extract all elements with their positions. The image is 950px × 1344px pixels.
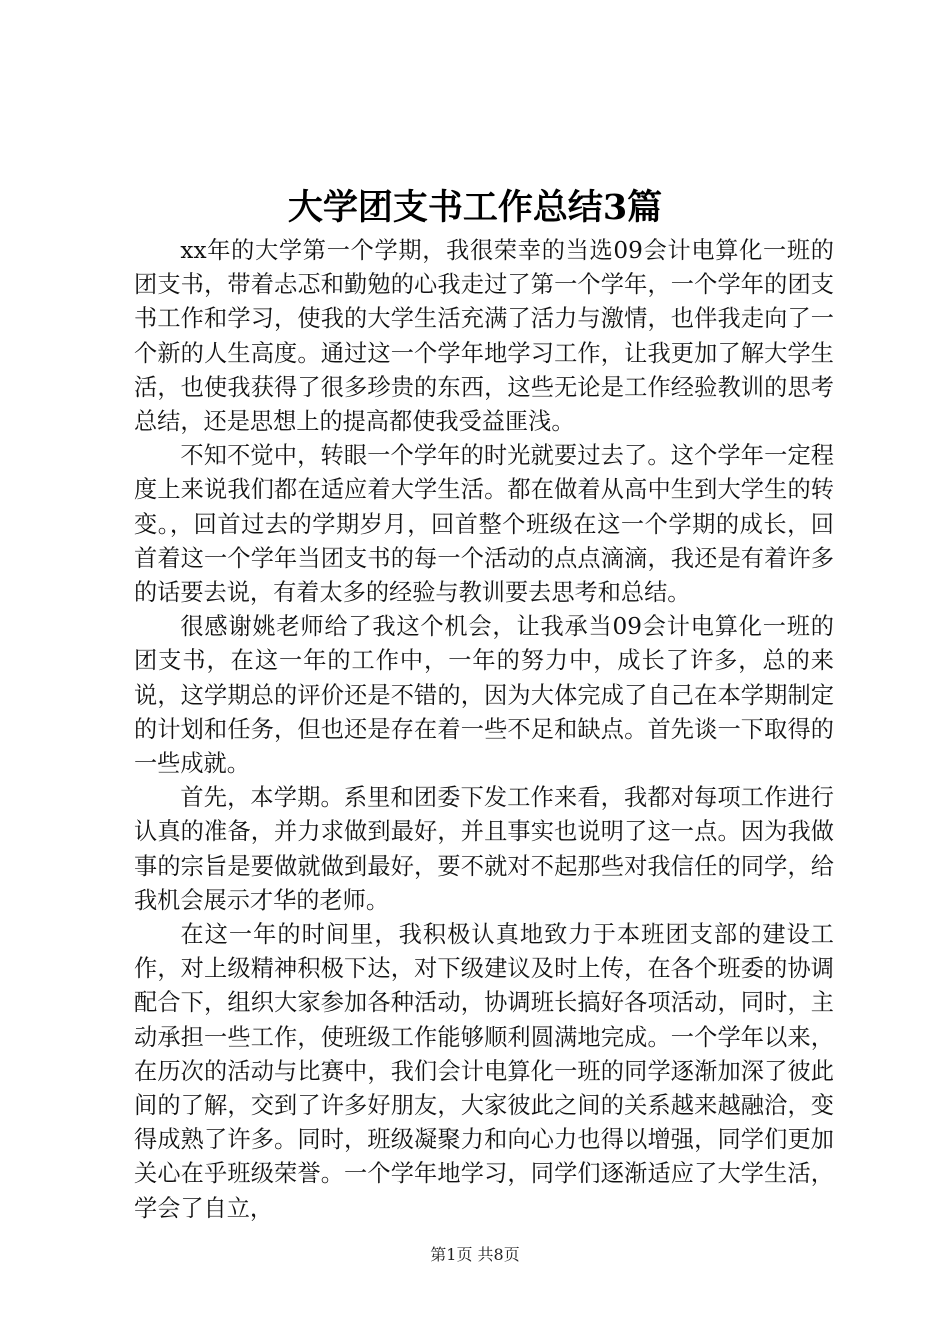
page-number-footer: 第1页 共8页 [430, 1245, 520, 1264]
paragraph: xx年的大学第一个学期，我很荣幸的当选09会计电算化一班的团支书，带着忐忑和勤勉的心我走过了第一个学年，一个学年的团支书工作和学习，使我的大学生活充满了活力与激情，也伴我走向了一个新的人生高度。通过这一个学年地学习工作，让我更加了解大学生活，也使我获得了很多珍贵的东西，这些无论是工作经验教训的思考总结，还是思想上的提高都使我受益匪浅。 [134, 237, 834, 436]
paragraph: 首先，本学期。系里和团委下发工作来看，我都对每项工作进行认真的准备，并力求做到最好，并且事实也说明了这一点。因为我做事的宗旨是要做就做到最好，要不就对不起那些对我信任的同学，给我机会展示才华的老师。 [134, 784, 834, 914]
paragraph: 很感谢姚老师给了我这个机会，让我承当09会计电算化一班的团支书，在这一年的工作中，一年的努力中，成长了许多，总的来说，这学期总的评价还是不错的，因为大体完成了自己在本学期制定的计划和任务，但也还是存在着一些不足和缺点。首先谈一下取得的一些成就。 [134, 613, 834, 778]
paragraph: 不知不觉中，转眼一个学年的时光就要过去了。这个学年一定程度上来说我们都在适应着大学生活。都在做着从高中生到大学生的转变。，回首过去的学期岁月，回首整个班级在这一个学期的成长，回首着这一个学年当团支书的每一个活动的点点滴滴，我还是有着许多的话要去说，有着太多的经验与教训要去思考和总结。 [134, 442, 834, 607]
document-body [134, 234, 834, 1226]
document-title: 大学团支书工作总结3篇 [287, 187, 663, 228]
paragraph: 在这一年的时间里，我积极认真地致力于本班团支部的建设工作，对上级精神积极下达，对下级建议及时上传，在各个班委的协调配合下，组织大家参加各种活动，协调班长搞好各项活动，同时，主动承担一些工作，使班级工作能够顺利圆满地完成。一个学年以来，在历次的活动与比赛中，我们会计电算化一班的同学逐渐加深了彼此间的了解，交到了许多好朋友，大家彼此之间的关系越来越融洽，变得成熟了许多。同时，班级凝聚力和向心力也得以增强，同学们更加关心在乎班级荣誉。一个学年地学习，同学们逐渐适应了大学生活，学会了自立， [134, 921, 834, 1222]
